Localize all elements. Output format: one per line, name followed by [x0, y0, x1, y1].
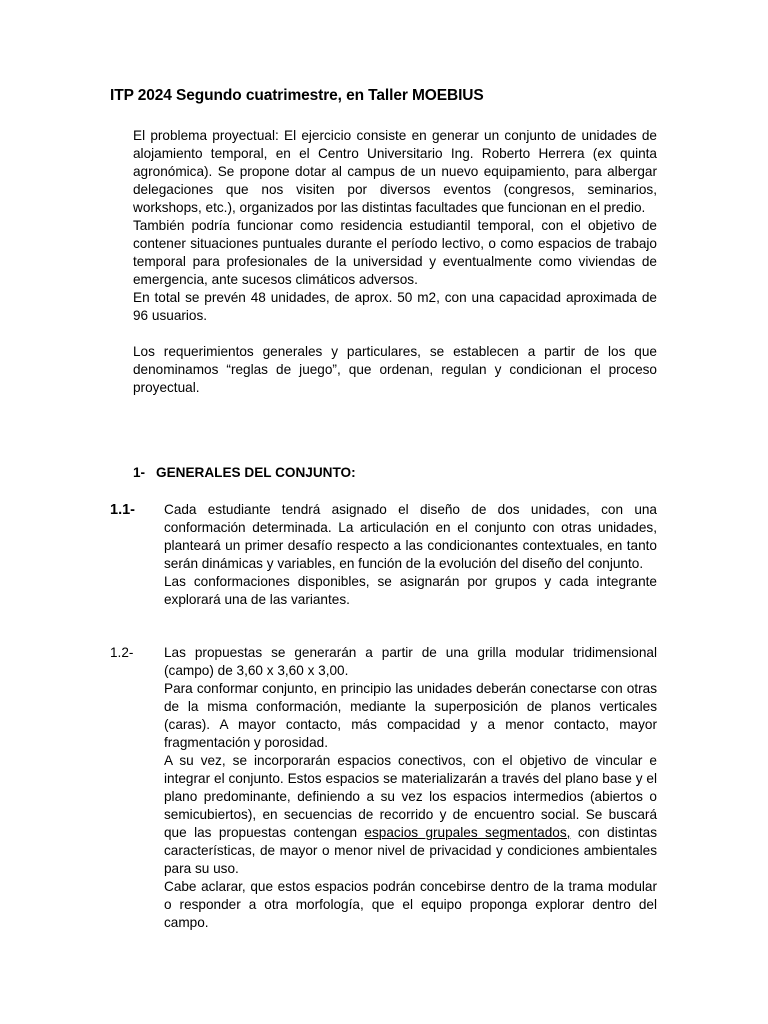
intro-paragraph: En total se prevén 48 unidades, de aprox. 50 m2, con una capacidad aproximada de 96 usuarios.: [133, 290, 657, 323]
item-body: [164, 501, 657, 609]
section-title: GENERALES DEL CONJUNTO:: [156, 465, 356, 480]
item-paragraph: Para conformar conjunto, en principio las unidades deberán conectarse con otras de la misma conformación, mediante la superposición de planos verticales (caras). A mayor contacto, más compacidad y a menor contacto, mayor fragmentación y porosidad.: [164, 681, 657, 750]
section-heading: [133, 465, 356, 480]
item-paragraph: Las propuestas se generarán a partir de una grilla modular tridimensional (campo) de 3,60 x 3,60 x 3,00.: [164, 645, 657, 678]
item-paragraph: Cada estudiante tendrá asignado el diseño de dos unidades, con una conformación determinada. La articulación en el conjunto con otras unidades, planteará un primer desafío respecto a las condicionantes contextuales, en tanto serán dinámicas y variables, en función de la evolución del diseño del conjunto.: [164, 502, 657, 571]
item-paragraph: Cabe aclarar, que estos espacios podrán concebirse dentro de la trama modular o responder a otra morfología, que el equipo proponga explorar dentro del campo.: [164, 879, 657, 930]
list-item: [110, 501, 657, 609]
item-number: 1.2-: [110, 645, 134, 660]
item-text: A su vez, se incorporarán espacios conectivos, con el objetivo de vincular e integrar el conjunto. Estos espacios se materializarán a través del plano base y el plano predominante, definiendo a su vez los espacios intermedios (abiertos o semicubiertos), en secuencias de recorrido y de encuentro social. Se buscará que las propuestas contengan: [164, 753, 657, 840]
list-item: [110, 644, 657, 932]
intro-paragraph: Los requerimientos generales y particulares, se establecen a partir de los que denominamos “reglas de juego”, que ordenan, regulan y condicionan el proceso proyectual.: [133, 344, 657, 395]
intro-section: [133, 127, 657, 397]
section-number: 1-: [133, 465, 146, 480]
item-body: [164, 644, 657, 932]
underlined-text: espacios grupales segmentados,: [364, 825, 571, 840]
intro-paragraph: El problema proyectual: El ejercicio consiste en generar un conjunto de unidades de alojamiento temporal, en el Centro Universitario Ing. Roberto Herrera (ex quinta agronómica). Se propone dotar al campus de un nuevo equipamiento, para albergar delegaciones que nos visiten por diversos eventos (congresos, seminarios, workshops, etc.), organizados por las distintas facultades que funcionan en el predio.: [133, 128, 657, 215]
item-number: 1.1-: [110, 502, 135, 518]
intro-paragraph: También podría funcionar como residencia estudiantil temporal, con el objetivo de contener situaciones puntuales durante el período lectivo, o como espacios de trabajo temporal para profesionales de la universidad y eventualmente como viviendas de emergencia, ante sucesos climáticos adversos.: [133, 218, 657, 287]
item-paragraph: [164, 752, 657, 878]
item-text: con distintas características, de mayor o menor nivel de privacidad y condiciones ambientales para su uso.: [164, 825, 658, 876]
item-paragraph: Las conformaciones disponibles, se asignarán por grupos y cada integrante explorará una de las variantes.: [164, 574, 657, 607]
document-title: ITP 2024 Segundo cuatrimestre, en Taller MOEBIUS: [110, 87, 484, 104]
